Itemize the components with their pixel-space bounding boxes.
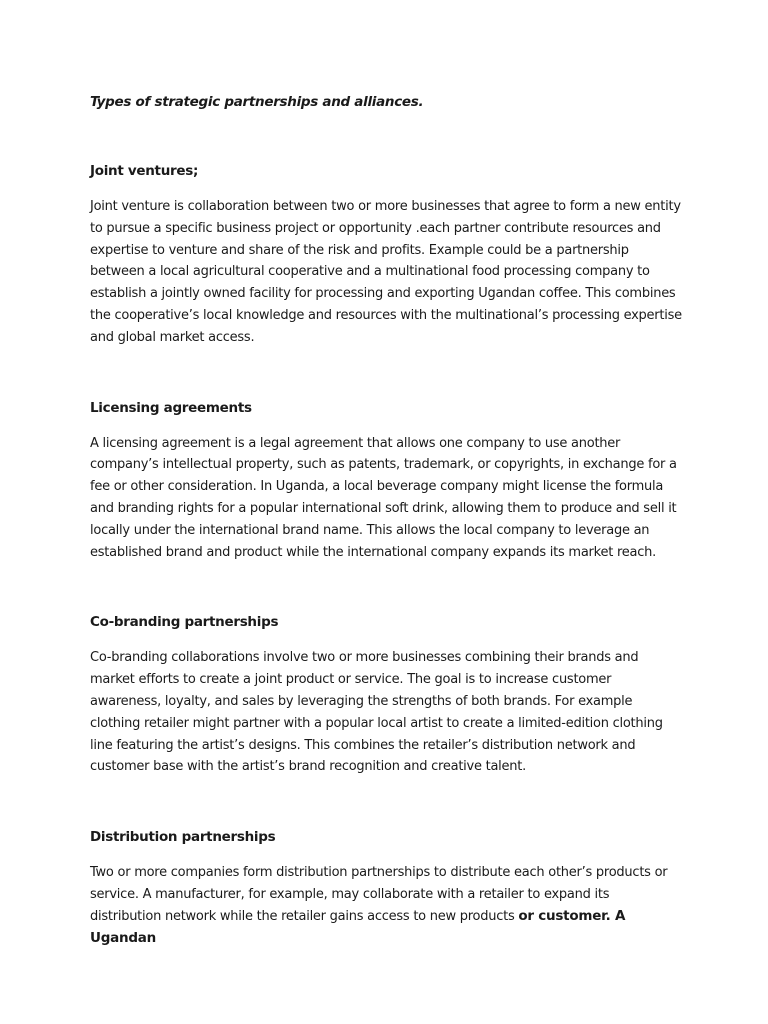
section-heading-co-branding-partnerships: Co-branding partnerships — [90, 614, 279, 631]
section-distribution-partnerships — [90, 828, 678, 949]
document-title: Types of strategic partnerships and alliances. — [90, 94, 424, 110]
section-body-co-branding-partnerships: Co-branding collaborations involve two or more businesses combining their brands and market efforts to create a joint product or service. The goal is to increase customer awareness, loyalty, and sales by leveraging the strengths of both brands. For example clothing retailer might partner with a popular local artist to create a limited-edition clothing line featuring the artist’s designs. This combines the retailer’s distribution network and customer base with the artist’s brand recognition and creative talent. — [90, 650, 663, 775]
section-licensing-agreements — [90, 399, 678, 564]
section-co-branding-partnerships — [90, 613, 678, 778]
section-heading-licensing-agreements: Licensing agreements — [90, 399, 252, 416]
section-joint-ventures — [90, 162, 682, 349]
section-body-distribution-partnerships — [90, 862, 682, 949]
section-body-joint-ventures: Joint venture is collaboration between two or more businesses that agree to form a new entity to pursue a specific business project or opportunity .each partner contribute resources and expertise to venture and share of the risk and profits. Example could be a partnership between a local agricultural cooperative and a multinational food processing company to establish a jointly owned facility for processing and exporting Ugandan coffee. This combines the cooperative’s local knowledge and resources with the multinational’s processing expertise and global market access. — [90, 199, 682, 345]
section-heading-joint-ventures: Joint ventures; — [90, 163, 199, 179]
section-body-licensing-agreements: A licensing agreement is a legal agreement that allows one company to use another company’s intellectual property, such as patents, trademark, or copyrights, in exchange for a fee or other consideration. In Uganda, a local beverage company might license the formula and branding rights for a popular international soft drink, allowing them to produce and sell it locally under the international brand name. This allows the local company to leverage an established brand and product while the international company expands its market reach. — [90, 435, 677, 560]
section-heading-distribution-partnerships: Distribution partnerships — [90, 829, 276, 846]
distribution-body-bold-tail: or customer. A Ugandan — [90, 907, 626, 946]
distribution-body-text: Two or more companies form distribution partnerships to distribute each other’s products or service. A manufacturer, for example, may collaborate with a retailer to expand its distribution network while the retailer gains access to new products — [90, 865, 668, 924]
